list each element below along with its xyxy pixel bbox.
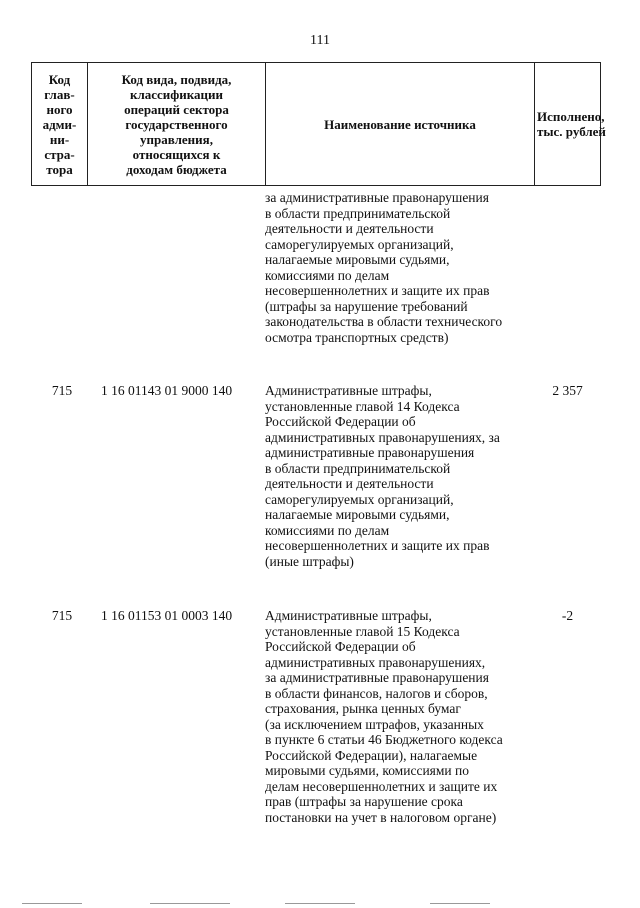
footer-mark xyxy=(285,903,355,904)
classification-code: 1 16 01153 01 0003 140 xyxy=(101,608,233,623)
admin-code: 715 xyxy=(51,608,73,623)
admin-code: 715 xyxy=(51,383,73,398)
continuation-text: за административные правонарушения в области предпринимательской деятельности и деятельности саморегулируемых организаций, налагаемые мировыми судьями, комиссиями по делам несовершеннолетних и защите их прав (штрафы за нарушение требований законодательства в области технического осмотра транспортных средств) xyxy=(265,190,503,345)
source-name: Административные штрафы, установленные главой 14 Кодекса Российской Федерации об административных правонарушениях, за административные правонарушения в области предпринимательской деятельности и деятельности саморегулируемых организаций, налагаемые мировыми судьями, комиссиями по делам несовершеннолетних и защите их прав (иные штрафы) xyxy=(265,383,500,569)
header-executed: Исполнено, тыс. рублей xyxy=(535,63,601,186)
source-name: Административные штрафы, установленные главой 15 Кодекса Российской Федерации об административных правонарушениях, за административные правонарушения в области финансов, налогов и сборов, страхования, рынка ценных бумаг (за исключением штрафов, указанных в пункте 6 статьи 46 Бюджетного кодекса Российской Федерации), налагаемые мировыми судьями, комиссиями по делам несовершеннолетних и защите их прав (штрафы за нарушение срока постановки на учет в налоговом органе) xyxy=(265,608,503,825)
classification-code: 1 16 01143 01 9000 140 xyxy=(101,383,233,398)
footer-mark xyxy=(22,903,82,904)
footer-mark xyxy=(150,903,230,904)
page-number: 111 xyxy=(310,33,330,48)
executed-amount: -2 xyxy=(561,608,574,623)
table-header xyxy=(31,62,606,186)
executed-amount: 2 357 xyxy=(552,383,583,398)
footer-mark xyxy=(430,903,490,904)
header-source-name: Наименование источника xyxy=(266,63,535,186)
header-admin-code: Код глав- ного адми- ни- стра- тора xyxy=(32,63,88,186)
header-classification-code: Код вида, подвида, классификации операций сектора государственного управления, относящихся к доходам бюджета xyxy=(88,63,266,186)
